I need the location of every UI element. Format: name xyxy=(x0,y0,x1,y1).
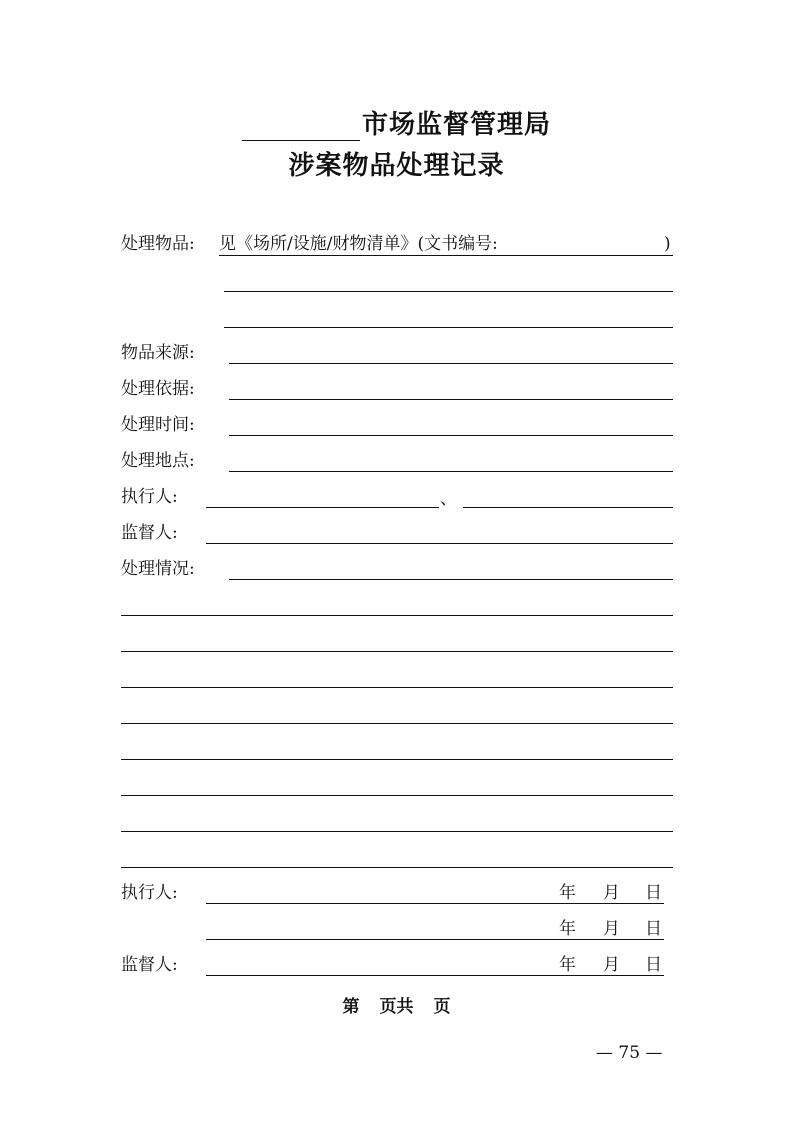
items-line-2[interactable] xyxy=(224,291,673,292)
basis-label: 处理依据: xyxy=(121,379,195,399)
situation-line-9[interactable] xyxy=(121,867,673,868)
situation-line-5[interactable] xyxy=(121,723,673,724)
items-label: 处理物品: xyxy=(121,234,195,254)
executor-line-2[interactable] xyxy=(463,507,673,508)
sign-executor-line-1[interactable] xyxy=(206,903,664,904)
items-reference: 见《场所/设施/财物清单》(文书编号: xyxy=(219,234,498,254)
sign-executor-day: 日 xyxy=(645,883,662,903)
time-line[interactable] xyxy=(229,435,673,436)
sign-executor2-year: 年 xyxy=(559,919,576,939)
executor-separator: 、 xyxy=(440,489,457,509)
sign-executor-line-2[interactable] xyxy=(206,939,664,940)
page-number: — 75 — xyxy=(596,1043,663,1063)
sign-executor-year: 年 xyxy=(559,883,576,903)
supervisor-line[interactable] xyxy=(206,543,673,544)
situation-line-7[interactable] xyxy=(121,795,673,796)
executor-label: 执行人: xyxy=(121,487,178,507)
items-line-3[interactable] xyxy=(224,327,673,328)
agency-suffix: 市场监督管理局 xyxy=(361,110,551,140)
situation-line-1[interactable] xyxy=(229,579,673,580)
time-label: 处理时间: xyxy=(121,415,195,435)
source-line[interactable] xyxy=(229,363,673,364)
page-ye: 页 xyxy=(433,997,451,1017)
items-reference-close: ) xyxy=(664,234,671,254)
situation-line-3[interactable] xyxy=(121,651,673,652)
executor-line-1[interactable] xyxy=(206,507,439,508)
situation-line-6[interactable] xyxy=(121,759,673,760)
place-label: 处理地点: xyxy=(121,451,195,471)
sign-executor2-day: 日 xyxy=(645,919,662,939)
situation-line-2[interactable] xyxy=(121,615,673,616)
sign-supervisor-label: 监督人: xyxy=(121,955,178,975)
sign-supervisor-month: 月 xyxy=(603,955,620,975)
basis-line[interactable] xyxy=(229,399,673,400)
situation-line-8[interactable] xyxy=(121,831,673,832)
supervisor-label: 监督人: xyxy=(121,523,178,543)
sign-executor-month: 月 xyxy=(603,883,620,903)
items-line-1[interactable] xyxy=(219,255,673,256)
sign-supervisor-day: 日 xyxy=(645,955,662,975)
sign-executor-label: 执行人: xyxy=(121,883,178,903)
page-di: 第 xyxy=(342,997,360,1017)
document-title: 涉案物品处理记录 xyxy=(288,151,505,181)
page-count xyxy=(0,992,793,1017)
situation-label: 处理情况: xyxy=(121,559,195,579)
agency-name-blank[interactable] xyxy=(242,110,360,141)
page-ye-gong: 页共 xyxy=(379,997,414,1017)
source-label: 物品来源: xyxy=(121,343,195,363)
sign-executor2-month: 月 xyxy=(603,919,620,939)
sign-supervisor-year: 年 xyxy=(559,955,576,975)
place-line[interactable] xyxy=(229,471,673,472)
agency-title xyxy=(0,104,793,141)
sign-supervisor-line[interactable] xyxy=(206,975,664,976)
situation-line-4[interactable] xyxy=(121,687,673,688)
